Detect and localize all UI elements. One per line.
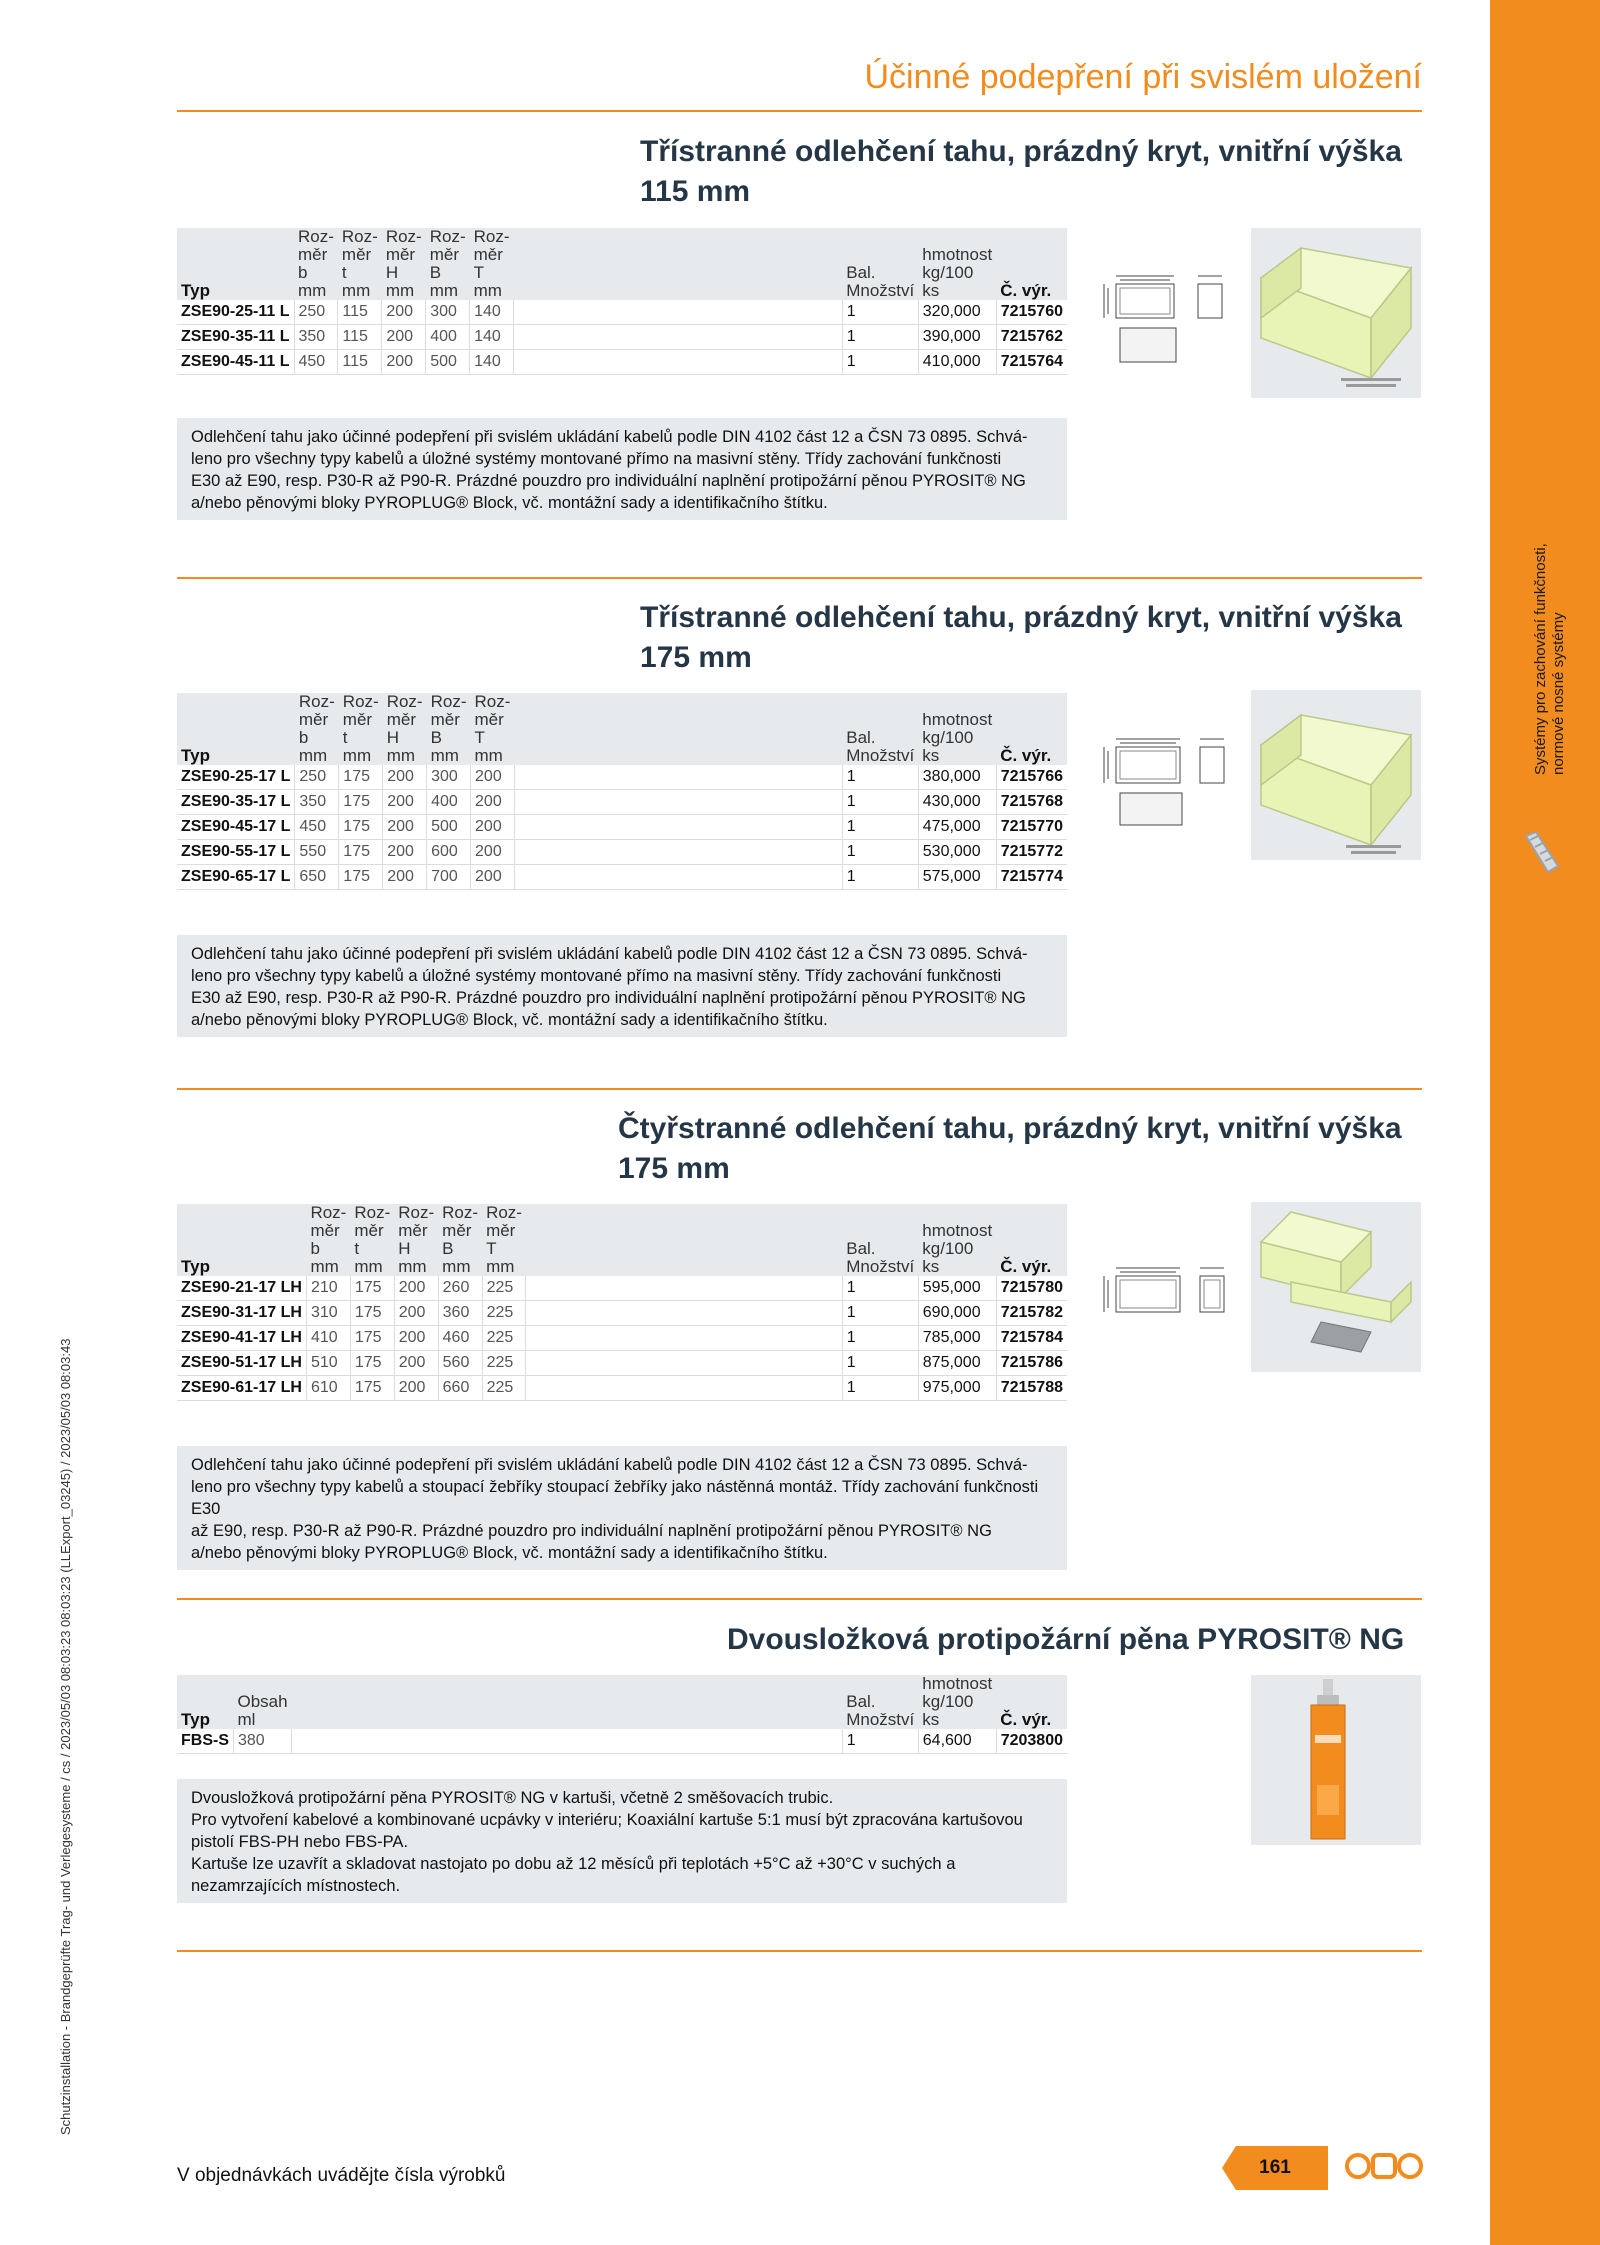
table-row (177, 1326, 1067, 1351)
product-photo (1251, 690, 1421, 860)
table-cell: 310 (306, 1301, 350, 1326)
sidebar-caption-line1: Systémy pro zachování funkčnosti, (1532, 543, 1549, 775)
table-row (177, 1729, 1067, 1754)
table-cell: ZSE90-61-17 LH (177, 1376, 306, 1401)
obo-logo (1345, 2148, 1423, 2184)
table-cell: 200 (383, 840, 427, 865)
table-header-cell: Typ (177, 1204, 306, 1276)
table-row (177, 350, 1067, 375)
table-cell: 200 (382, 325, 426, 350)
table-cell: 660 (438, 1376, 482, 1401)
table-header-cell: Obsah ml (234, 1675, 292, 1729)
table-cell: 175 (350, 1376, 394, 1401)
table-row (177, 1351, 1067, 1376)
table-cell: ZSE90-55-17 L (177, 840, 295, 865)
table-cell: 1 (842, 1326, 918, 1351)
page-number: 161 (1222, 2146, 1328, 2190)
sidebar-caption-line2: normové nosné systémy (1550, 612, 1567, 775)
table-cell: ZSE90-35-11 L (177, 325, 294, 350)
table-spacer-cell (526, 1326, 842, 1351)
table-cell: 7215764 (996, 350, 1067, 375)
table-spacer-cell (514, 865, 842, 890)
table-cell: 200 (383, 865, 427, 890)
table-cell: 530,000 (918, 840, 996, 865)
table-spacer-cell (292, 1729, 843, 1754)
table-cell: 380,000 (918, 765, 996, 790)
table-cell: 650 (295, 865, 339, 890)
table-cell: 390,000 (918, 325, 996, 350)
table-cell: 360 (438, 1301, 482, 1326)
table-cell: 1 (842, 765, 918, 790)
table-cell: 400 (426, 325, 470, 350)
table-header-cell: Bal. Množství (842, 1675, 918, 1729)
table-header-cell: Roz- měr B mm (426, 228, 470, 300)
table-cell: 7215774 (996, 865, 1067, 890)
section-title: Čtyřstranné odlehčení tahu, prázdný kryt, vnitřní výška 175 mm (618, 1112, 1402, 1185)
table-cell: 200 (382, 350, 426, 375)
table-header-cell: Č. výr. (996, 693, 1067, 765)
table-cell: 595,000 (918, 1276, 996, 1301)
table-row (177, 865, 1067, 890)
table-cell: 210 (306, 1276, 350, 1301)
table-cell: 200 (394, 1376, 438, 1401)
table-row (177, 1376, 1067, 1401)
table-header-cell: Roz- měr b mm (306, 1204, 350, 1276)
table-cell: 115 (338, 325, 382, 350)
table-cell: 7215760 (996, 300, 1067, 325)
table-cell: 430,000 (918, 790, 996, 815)
table-cell: 200 (471, 840, 515, 865)
table-header-cell: hmotnost kg/100 ks (918, 1675, 996, 1729)
sidebar-caption (1518, 520, 1578, 780)
table-row (177, 300, 1067, 325)
table-header-cell: Roz- měr t mm (350, 1204, 394, 1276)
table-header-cell: Roz- měr T mm (470, 228, 514, 300)
table-header-cell: Roz- měr H mm (382, 228, 426, 300)
product-table (177, 693, 1067, 890)
table-cell: ZSE90-25-11 L (177, 300, 294, 325)
orange-sidebar (1490, 0, 1600, 2245)
table-cell: 225 (482, 1276, 526, 1301)
table-cell: 320,000 (918, 300, 996, 325)
table-header-cell: Roz- měr t mm (338, 228, 382, 300)
table-header-cell: Roz- měr t mm (339, 693, 383, 765)
table-header-cell: hmotnost kg/100 ks (918, 228, 996, 300)
table-cell: 550 (295, 840, 339, 865)
table-header-row (177, 1675, 1067, 1729)
table-header-spacer (514, 693, 842, 765)
table-cell: 560 (438, 1351, 482, 1376)
product-table (177, 228, 1067, 375)
table-cell: 200 (394, 1276, 438, 1301)
table-cell: 115 (338, 300, 382, 325)
table-cell: 7215786 (996, 1351, 1067, 1376)
table-cell: 1 (842, 815, 918, 840)
table-cell: 300 (427, 765, 471, 790)
product-table (177, 1204, 1067, 1401)
table-cell: 175 (339, 865, 383, 890)
table-cell: 200 (383, 765, 427, 790)
table-header-row (177, 693, 1067, 765)
table-header-spacer (292, 1675, 843, 1729)
table-cell: 450 (294, 350, 338, 375)
table-cell: 200 (394, 1351, 438, 1376)
table-cell: 260 (438, 1276, 482, 1301)
table-header-cell: Typ (177, 693, 295, 765)
table-header-cell: Č. výr. (996, 228, 1067, 300)
table-cell: 225 (482, 1301, 526, 1326)
table-cell: 7215766 (996, 765, 1067, 790)
table-header-cell: Roz- měr B mm (427, 693, 471, 765)
table-cell: ZSE90-45-17 L (177, 815, 295, 840)
table-cell: 175 (350, 1301, 394, 1326)
table-cell: 875,000 (918, 1351, 996, 1376)
table-cell: ZSE90-25-17 L (177, 765, 295, 790)
table-header-cell: Typ (177, 228, 294, 300)
table-cell: 7215772 (996, 840, 1067, 865)
table-cell: ZSE90-35-17 L (177, 790, 295, 815)
table-cell: 140 (470, 350, 514, 375)
table-cell: 450 (295, 815, 339, 840)
table-spacer-cell (514, 350, 843, 375)
table-cell: 200 (382, 300, 426, 325)
table-spacer-cell (526, 1301, 842, 1326)
product-description: Dvousložková protipožární pěna PYROSIT® NG v kartuši, včetně 2 směšovacích trubic. Pro vytvoření kabelové a kombinované ucpávky v interiéru; Koaxiální kartuše 5:1 musí být zpracována kartušovou pistolí FBS-PH nebo FBS-PA. Kartuše lze uzavřít a skladovat nastojato po dobu až 12 měsíců při teplotách +5°C až +30°C v suchých a nezamrzajících místnostech. (177, 1779, 1067, 1903)
product-description: Odlehčení tahu jako účinné podepření při svislém ukládání kabelů podle DIN 4102 část 12 a ČSN 73 0895. Schvá- leno pro všechny typy kabelů a úložné systémy montované přímo na masivní stěny. Třídy zachování funkčnosti E30 až E90, resp. P30-R až P90-R. Prázdné pouzdro pro individuální naplnění protipožární pěnou PYROSIT® NG a/nebo pěnovými bloky PYROPLUG® Block, vč. montážní sady a identifikačního štítku. (177, 418, 1067, 520)
table-spacer-cell (526, 1351, 842, 1376)
table-header-spacer (526, 1204, 842, 1276)
table-cell: 1 (842, 1351, 918, 1376)
table-header-cell: hmotnost kg/100 ks (918, 693, 996, 765)
table-spacer-cell (526, 1376, 842, 1401)
table-cell: 250 (295, 765, 339, 790)
table-cell: 175 (339, 765, 383, 790)
table-row (177, 815, 1067, 840)
table-cell: 175 (350, 1351, 394, 1376)
table-header-cell: Bal. Množství (842, 228, 918, 300)
table-cell: 975,000 (918, 1376, 996, 1401)
table-header-cell: Č. výr. (996, 1675, 1067, 1729)
section-title: Třístranné odlehčení tahu, prázdný kryt, vnitřní výška 175 mm (640, 601, 1402, 674)
product-description: Odlehčení tahu jako účinné podepření při svislém ukládání kabelů podle DIN 4102 část 12 a ČSN 73 0895. Schvá- leno pro všechny typy kabelů a stoupací žebříky stoupací žebříky jako nástěnná montáž. Třídy zachování funkčnosti E30 až E90, resp. P30-R až P90-R. Prázdné pouzdro pro individuální naplnění protipožární pěnou PYROSIT® NG a/nebo pěnovými bloky PYROPLUG® Block, vč. montážní sady a identifikačního štítku. (177, 1446, 1067, 1570)
table-cell: 1 (842, 325, 918, 350)
table-cell: 140 (470, 300, 514, 325)
table-cell: 1 (842, 840, 918, 865)
dimension-drawing (1098, 270, 1228, 375)
table-spacer-cell (514, 790, 842, 815)
table-cell: 600 (427, 840, 471, 865)
table-cell: 510 (306, 1351, 350, 1376)
table-header-cell: Typ (177, 1675, 234, 1729)
table-cell: 140 (470, 325, 514, 350)
table-cell: 690,000 (918, 1301, 996, 1326)
table-cell: 1 (842, 1276, 918, 1301)
table-header-cell: Roz- měr b mm (294, 228, 338, 300)
table-cell: 1 (842, 300, 918, 325)
table-header-cell: Č. výr. (996, 1204, 1067, 1276)
table-cell: 350 (294, 325, 338, 350)
table-cell: 410,000 (918, 350, 996, 375)
product-photo-cartridge (1251, 1675, 1421, 1845)
table-cell: 7215762 (996, 325, 1067, 350)
table-cell: 1 (842, 350, 918, 375)
table-spacer-cell (526, 1276, 842, 1301)
table-cell: 1 (842, 1301, 918, 1326)
table-cell: 610 (306, 1376, 350, 1401)
table-cell: 225 (482, 1376, 526, 1401)
cable-ladder-icon (1522, 830, 1562, 876)
table-cell: 7215784 (996, 1326, 1067, 1351)
table-row (177, 765, 1067, 790)
table-cell: 1 (842, 1729, 918, 1754)
table-cell: ZSE90-41-17 LH (177, 1326, 306, 1351)
table-cell: 475,000 (918, 815, 996, 840)
table-header-cell: Bal. Množství (842, 1204, 918, 1276)
table-cell: 200 (471, 815, 515, 840)
table-header-cell: Roz- měr T mm (482, 1204, 526, 1276)
table-cell: 575,000 (918, 865, 996, 890)
table-header-cell: Roz- měr H mm (394, 1204, 438, 1276)
section-rule (177, 1598, 1422, 1600)
table-cell: 500 (427, 815, 471, 840)
table-cell: 400 (427, 790, 471, 815)
table-cell: 250 (294, 300, 338, 325)
page-title: Účinné podepření při svislém uložení (864, 58, 1422, 96)
table-cell: 225 (482, 1351, 526, 1376)
table-cell: 175 (339, 790, 383, 815)
table-spacer-cell (514, 300, 843, 325)
footer-note: V objednávkách uvádějte čísla výrobků (177, 2165, 506, 2186)
table-cell: 460 (438, 1326, 482, 1351)
table-cell: 200 (394, 1301, 438, 1326)
product-photo (1251, 228, 1421, 398)
table-cell: 1 (842, 1376, 918, 1401)
table-row (177, 840, 1067, 865)
table-spacer-cell (514, 325, 843, 350)
product-table (177, 1675, 1067, 1754)
table-row (177, 1276, 1067, 1301)
table-cell: 200 (471, 765, 515, 790)
dimension-drawing (1098, 1262, 1228, 1337)
table-header-cell: Roz- měr H mm (383, 693, 427, 765)
table-cell: 700 (427, 865, 471, 890)
dimension-drawing (1098, 733, 1228, 838)
table-cell: 175 (339, 815, 383, 840)
table-header-row (177, 228, 1067, 300)
table-spacer-cell (514, 765, 842, 790)
table-cell: ZSE90-51-17 LH (177, 1351, 306, 1376)
table-cell: 64,600 (918, 1729, 996, 1754)
section-rule (177, 577, 1422, 579)
print-metadata: Schutzinstallation - Brandgeprüfte Trag- und Verlegesysteme / cs / 2023/05/03 08:03:23 08:03:23 (LLExport_03245) / 2023/05/03 08:03:43 (58, 1338, 73, 2135)
table-spacer-cell (514, 815, 842, 840)
table-cell: 1 (842, 790, 918, 815)
table-cell: 7215782 (996, 1301, 1067, 1326)
table-header-cell: hmotnost kg/100 ks (918, 1204, 996, 1276)
table-cell: 300 (426, 300, 470, 325)
table-cell: 175 (350, 1276, 394, 1301)
table-row (177, 1301, 1067, 1326)
table-row (177, 325, 1067, 350)
section-title: Dvousložková protipožární pěna PYROSIT® NG (727, 1623, 1405, 1656)
table-cell: 7215780 (996, 1276, 1067, 1301)
table-cell: 200 (471, 790, 515, 815)
table-cell: 200 (394, 1326, 438, 1351)
table-cell: 380 (234, 1729, 292, 1754)
table-cell: ZSE90-45-11 L (177, 350, 294, 375)
table-header-cell: Roz- měr T mm (471, 693, 515, 765)
table-cell: 200 (383, 815, 427, 840)
table-cell: 7203800 (996, 1729, 1067, 1754)
product-description: Odlehčení tahu jako účinné podepření při svislém ukládání kabelů podle DIN 4102 část 12 a ČSN 73 0895. Schvá- leno pro všechny typy kabelů a úložné systémy montované přímo na masivní stěny. Třídy zachování funkčnosti E30 až E90, resp. P30-R až P90-R. Prázdné pouzdro pro individuální naplnění protipožární pěnou PYROSIT® NG a/nebo pěnovými bloky PYROPLUG® Block, vč. montážní sady a identifikačního štítku. (177, 935, 1067, 1037)
table-cell: 500 (426, 350, 470, 375)
table-cell: ZSE90-31-17 LH (177, 1301, 306, 1326)
section-rule (177, 1950, 1422, 1952)
table-cell: FBS-S (177, 1729, 234, 1754)
table-row (177, 790, 1067, 815)
table-cell: 7215768 (996, 790, 1067, 815)
table-cell: 7215788 (996, 1376, 1067, 1401)
table-header-spacer (514, 228, 843, 300)
table-cell: 225 (482, 1326, 526, 1351)
table-cell: 200 (471, 865, 515, 890)
table-header-row (177, 1204, 1067, 1276)
table-cell: 785,000 (918, 1326, 996, 1351)
table-cell: 175 (339, 840, 383, 865)
table-cell: 410 (306, 1326, 350, 1351)
table-header-cell: Bal. Množství (842, 693, 918, 765)
table-cell: 7215770 (996, 815, 1067, 840)
product-photo (1251, 1202, 1421, 1372)
table-cell: 175 (350, 1326, 394, 1351)
table-cell: 1 (842, 865, 918, 890)
table-cell: 200 (383, 790, 427, 815)
table-cell: ZSE90-65-17 L (177, 865, 295, 890)
table-spacer-cell (514, 840, 842, 865)
table-cell: 350 (295, 790, 339, 815)
table-cell: ZSE90-21-17 LH (177, 1276, 306, 1301)
table-cell: 115 (338, 350, 382, 375)
section-title: Třístranné odlehčení tahu, prázdný kryt, vnitřní výška 115 mm (640, 135, 1402, 208)
table-header-cell: Roz- měr b mm (295, 693, 339, 765)
section-rule (177, 1088, 1422, 1090)
table-header-cell: Roz- měr B mm (438, 1204, 482, 1276)
header-rule (177, 110, 1422, 112)
